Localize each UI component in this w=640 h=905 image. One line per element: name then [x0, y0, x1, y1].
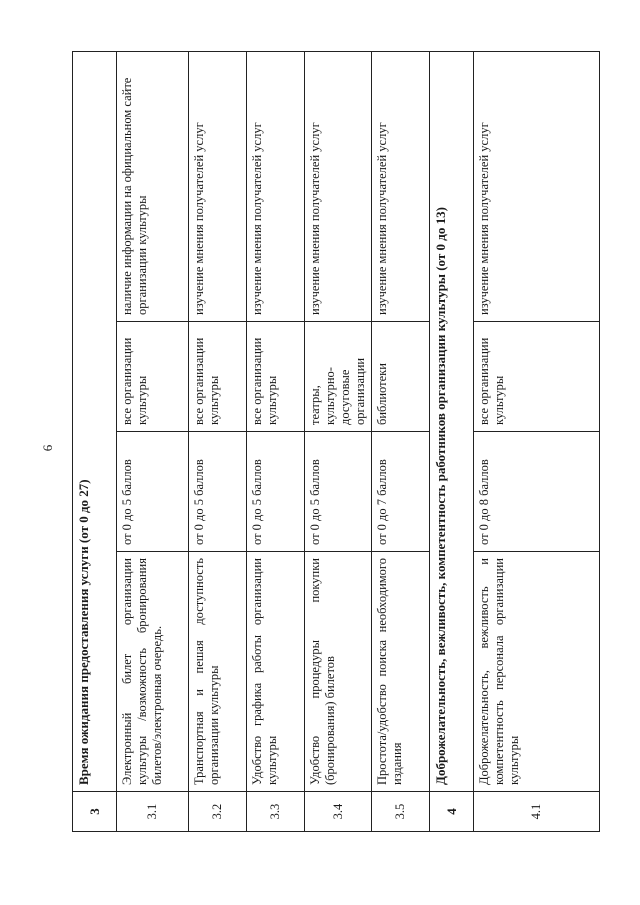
- table-row: [474, 51, 600, 831]
- table-row: [372, 51, 430, 831]
- organizations-cell: все организации культуры: [247, 322, 305, 432]
- organizations-cell: все организации культуры: [189, 322, 247, 432]
- method-cell: наличие информации на официальном сайте организации культуры: [117, 51, 189, 321]
- row-number: 3.4: [305, 792, 372, 832]
- table-row: [189, 51, 247, 831]
- row-number: 4.1: [474, 792, 600, 832]
- organizations-cell: театры, культурно-досуговые организации: [305, 322, 372, 432]
- table-row: [305, 51, 372, 831]
- row-number: 3.2: [189, 792, 247, 832]
- organizations-cell: все организации культуры: [474, 322, 600, 432]
- section-title: Доброжелательность, вежливость, компетентность работников организации культуры (от 0 до 13): [430, 51, 474, 791]
- section-header-row: [73, 51, 117, 831]
- score-cell: от 0 до 7 баллов: [372, 432, 430, 552]
- method-cell: изучение мнения получателей услуг: [247, 51, 305, 321]
- table-row: [247, 51, 305, 831]
- section-number: 4: [430, 792, 474, 832]
- section-title: Время ожидания предоставления услуги (от 0 до 27): [73, 51, 117, 791]
- criteria-table: [72, 51, 600, 832]
- section-number: 3: [73, 792, 117, 832]
- score-cell: от 0 до 5 баллов: [305, 432, 372, 552]
- criterion-cell: Простота/удобство поиска необходимого издания: [372, 552, 430, 792]
- page-number: 6: [40, 444, 55, 452]
- organizations-cell: все организации культуры: [117, 322, 189, 432]
- criterion-cell: Электронный билет организации культуры /возможность бронирования билетов/электронная очередь.: [117, 552, 189, 792]
- criteria-table-rotated: [72, 52, 592, 832]
- score-cell: от 0 до 5 баллов: [117, 432, 189, 552]
- method-cell: изучение мнения получателей услуг: [372, 51, 430, 321]
- method-cell: изучение мнения получателей услуг: [305, 51, 372, 321]
- organizations-cell: библиотеки: [372, 322, 430, 432]
- criterion-cell: Транспортная и пешая доступность организации культуры: [189, 552, 247, 792]
- criterion-cell: Удобство процедуры покупки (бронирования) билетов: [305, 552, 372, 792]
- row-number: 3.5: [372, 792, 430, 832]
- table-row: [117, 51, 189, 831]
- method-cell: изучение мнения получателей услуг: [189, 51, 247, 321]
- score-cell: от 0 до 8 баллов: [474, 432, 600, 552]
- score-cell: от 0 до 5 баллов: [189, 432, 247, 552]
- method-cell: изучение мнения получателей услуг: [474, 51, 600, 321]
- criterion-cell: Доброжелательность, вежливость и компетентность персонала организации культуры: [474, 552, 600, 792]
- section-header-row: [430, 51, 474, 831]
- row-number: 3.3: [247, 792, 305, 832]
- row-number: 3.1: [117, 792, 189, 832]
- criterion-cell: Удобство графика работы организации культуры: [247, 552, 305, 792]
- score-cell: от 0 до 5 баллов: [247, 432, 305, 552]
